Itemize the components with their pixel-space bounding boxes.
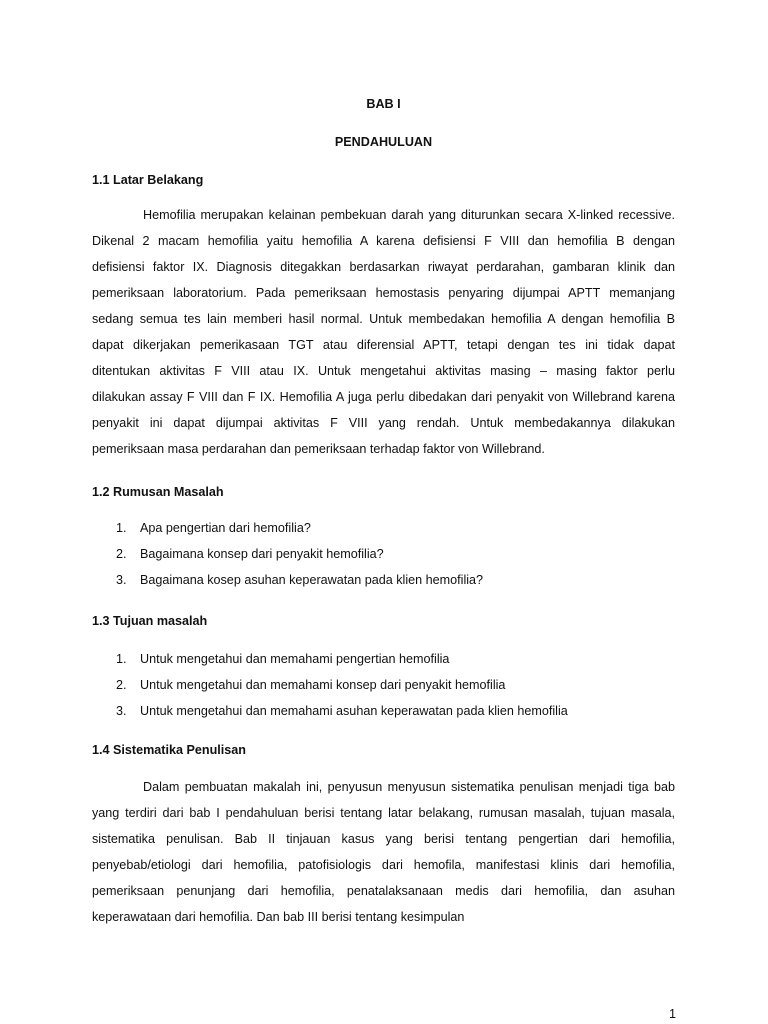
paragraph-latar-belakang (92, 206, 675, 466)
paragraph-line: defisiensi faktor IX. Diagnosis ditegakkan berdasarkan riwayat perdarahan, gambaran klinik dan (92, 260, 675, 274)
paragraph-line: yang terdiri dari bab I pendahuluan berisi tentang latar belakang, rumusan masalah, tujuan masala, (92, 806, 675, 820)
paragraph-line: pemeriksaan penunjang dari hemofilia, penatalaksanaan medis dari hemofilia, dan asuhan (92, 884, 675, 898)
paragraph-line: dilakukan assay F VIII dan F IX. Hemofilia A juga perlu dibedakan dari penyakit von Willebrand karena (92, 390, 675, 404)
paragraph-line: sedang semua tes lain memberi hasil normal. Untuk membedakan hemofilia A dengan hemofilia B (92, 312, 675, 326)
list-tujuan-masalah (92, 650, 675, 728)
list-item (92, 519, 675, 545)
list-item (92, 545, 675, 571)
paragraph-line: sistematika penulisan. Bab II tinjauan kasus yang berisi tentang pengertian dari hemofilia, (92, 832, 675, 846)
chapter-label: BAB I (366, 97, 401, 111)
paragraph-sistematika-penulisan (92, 778, 675, 934)
list-item (92, 702, 675, 728)
list-item-number: 2. (116, 678, 127, 692)
list-item-number: 1. (116, 521, 127, 535)
paragraph-line: dapat dikerjakan pemerikasaan TGT atau diferensial APTT, tetapi dengan tes ini tidak dapat (92, 338, 675, 352)
list-item (92, 676, 675, 702)
paragraph-line: penyebab/etiologi dari hemofilia, patofisiologis dari hemofila, manifestasi klinis dari hemofilia, (92, 858, 675, 872)
paragraph-line: penyakit ini dapat dijumpai aktivitas F VIII yang rendah. Untuk membedakannya dilakukan (92, 416, 675, 430)
paragraph-line: Hemofilia merupakan kelainan pembekuan darah yang diturunkan secara X-linked recessive. (143, 208, 675, 222)
paragraph-line: Dalam pembuatan makalah ini, penyusun menyusun sistematika penulisan menjadi tiga bab (143, 780, 675, 794)
list-item-text: Untuk mengetahui dan memahami pengertian hemofilia (140, 652, 450, 666)
list-item (92, 650, 675, 676)
list-item-number: 1. (116, 652, 127, 666)
list-item (92, 571, 675, 597)
list-item-text: Bagaimana kosep asuhan keperawatan pada klien hemofilia? (140, 573, 484, 587)
section-heading-tujuan-masalah: 1.3 Tujuan masalah (92, 614, 208, 628)
paragraph-line: Dikenal 2 macam hemofilia yaitu hemofilia A karena defisiensi F VIII dan hemofilia B dengan (92, 234, 675, 248)
paragraph-line: ditentukan aktivitas F VIII atau IX. Untuk mengetahui aktivitas masing – masing faktor perlu (92, 364, 675, 378)
page-number: 1 (668, 1007, 676, 1021)
list-item-text: Untuk mengetahui dan memahami konsep dari penyakit hemofilia (140, 678, 506, 692)
list-item-number: 3. (116, 704, 127, 718)
paragraph-line: pemeriksaan laboratorium. Pada pemeriksaan hemostasis penyaring dijumpai APTT memanjang (92, 286, 675, 300)
list-item-text: Untuk mengetahui dan memahami asuhan keperawatan pada klien hemofilia (140, 704, 568, 718)
list-rumusan-masalah (92, 519, 675, 597)
section-heading-latar-belakang: 1.1 Latar Belakang (92, 173, 204, 187)
paragraph-line: keperawataan dari hemofilia. Dan bab III berisi tentang kesimpulan (92, 910, 465, 924)
paragraph-line: pemeriksaan masa perdarahan dan pemeriksaan terhadap faktor von Willebrand. (92, 442, 545, 456)
list-item-number: 2. (116, 547, 127, 561)
section-heading-rumusan-masalah: 1.2 Rumusan Masalah (92, 485, 224, 499)
list-item-text: Apa pengertian dari hemofilia? (140, 521, 311, 535)
list-item-number: 3. (116, 573, 127, 587)
list-item-text: Bagaimana konsep dari penyakit hemofilia? (140, 547, 384, 561)
chapter-title: PENDAHULUAN (334, 135, 433, 149)
section-heading-sistematika-penulisan: 1.4 Sistematika Penulisan (92, 743, 246, 757)
